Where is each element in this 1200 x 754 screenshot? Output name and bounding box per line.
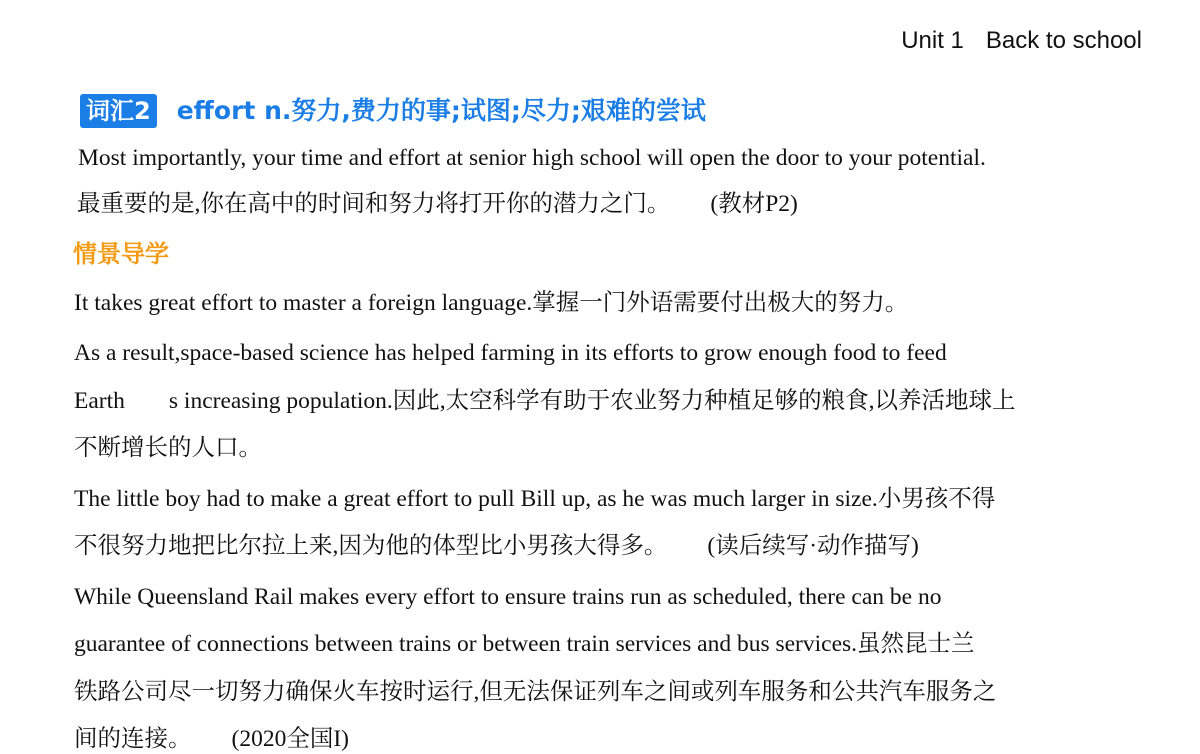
textbook-chinese-text: 最重要的是,你在高中的时间和努力将打开你的潜力之门。 (77, 191, 671, 217)
example-2-line-2 (74, 386, 1016, 416)
example-3-line-2 (74, 531, 919, 561)
example-2-rest: s increasing population.因此,太空科学有助于农业努力种植足够的粮食,以养活地球上 (168, 388, 1016, 414)
textbook-example-english: Most importantly, your time and effort at senior high school will open the door to your potential. (78, 145, 986, 171)
example-4-line-3: 铁路公司尽一切努力确保火车按时运行,但无法保证列车之间或列车服务和公共汽车服务之 (74, 679, 997, 705)
example-2-line-1: As a result,space-based science has helped farming in its efforts to grow enough food to feed (74, 340, 947, 366)
vocab-heading (80, 94, 706, 128)
example-4-chinese: 间的连接。 (74, 726, 192, 752)
example-4-line-1: While Queensland Rail makes every effort to ensure trains run as scheduled, there can be no (74, 584, 942, 610)
section-title: 情景导学 (73, 240, 169, 268)
unit-header (901, 27, 1142, 55)
textbook-example-chinese (77, 189, 798, 219)
unit-title: Back to school (985, 27, 1142, 54)
example-3-chinese: 不很努力地把比尔拉上来,因为他的体型比小男孩大得多。 (74, 533, 668, 559)
example-1: It takes great effort to master a foreign language.掌握一门外语需要付出极大的努力。 (74, 290, 909, 316)
example-4-line-2: guarantee of connections between trains or between train services and bus services.虽然昆士兰 (74, 631, 975, 657)
vocab-tag-badge: 词汇2 (80, 94, 157, 128)
example-3-line-1: The little boy had to make a great effort to pull Bill up, as he was much larger in size.小男孩不得 (74, 486, 996, 512)
textbook-source: (教材P2) (710, 191, 798, 217)
vocab-definition: effort n.努力,费力的事;试图;尽力;艰难的尝试 (176, 96, 706, 125)
example-3-source: (读后续写·动作描写) (707, 533, 919, 559)
example-4-line-4 (74, 724, 349, 754)
example-2-earth: Earth (74, 388, 125, 414)
example-4-source: (2020全国I) (231, 726, 349, 752)
example-2-line-3: 不断增长的人口。 (74, 435, 262, 461)
unit-number: Unit 1 (901, 27, 964, 54)
